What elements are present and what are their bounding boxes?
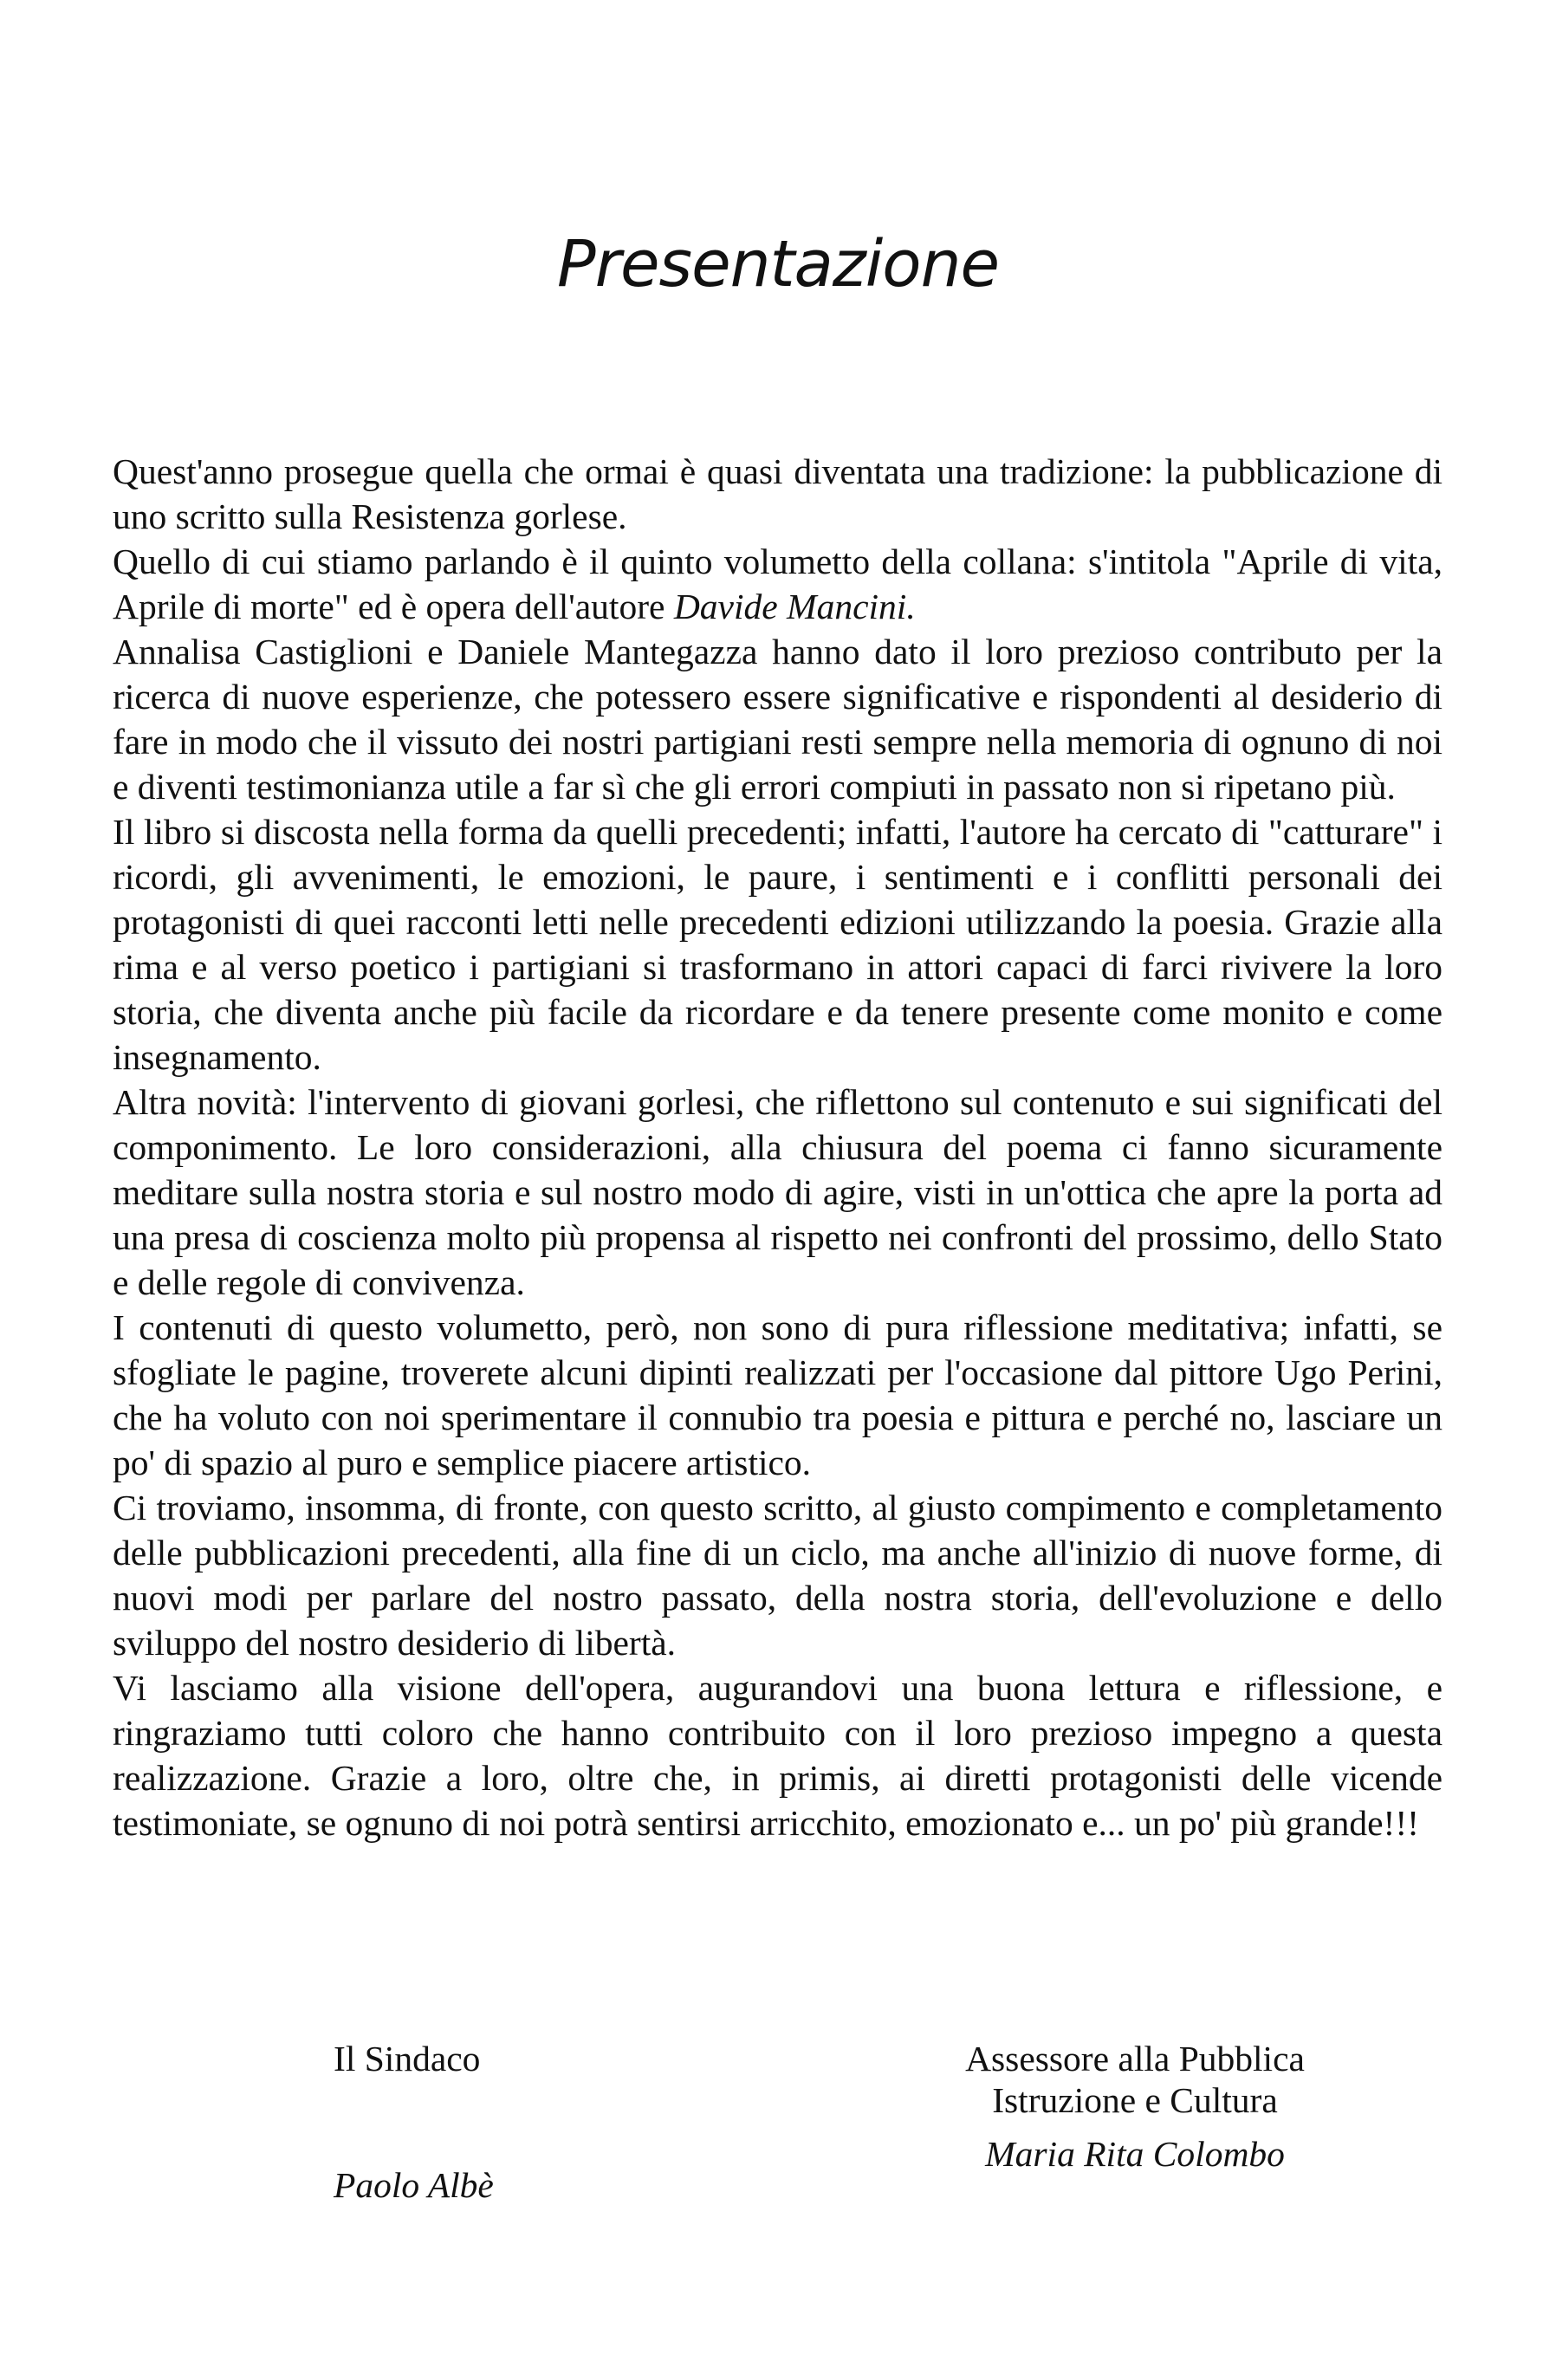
signature-councillor <box>892 2038 1378 2175</box>
paragraph-5: Altra novità: l'intervento di giovani gorlesi, che riflettono sul contenuto e sui significati del componimento. Le loro considerazioni, alla chiusura del poema ci fanno sicuramente meditare sulla nostra storia e sul nostro modo di agire, visti in un'ottica che apre la porta ad una presa di coscienza molto più propensa al rispetto nei confronti del prossimo, dello Stato e delle regole di convivenza. <box>113 1082 1443 1302</box>
paragraph-3: Annalisa Castiglioni e Daniele Mantegazza hanno dato il loro prezioso contributo per la ricerca di nuove esperienze, che potessero essere significative e rispondenti al desiderio di fare in modo che il vissuto dei nostri partigiani resti sempre nella memoria di ognuno di noi e diventi testimonianza utile a far sì che gli errori compiuti in passato non si ripetano più. <box>113 632 1443 807</box>
signature-mayor <box>334 2038 697 2206</box>
paragraph-8: Vi lasciamo alla visione dell'opera, augurandovi una buona lettura e riflessione, e ringraziamo tutti coloro che hanno contribuito con il loro prezioso impegno a questa realizzazione. Grazie a loro, oltre che, in primis, ai diretti protagonisti delle vicende testimoniate, se ognuno di noi potrà sentirsi arricchito, emozionato e... un po' più grande!!! <box>113 1668 1443 1843</box>
signature-councillor-role-line-1: Assessore alla Pubblica <box>965 2039 1305 2078</box>
paragraph-4: Il libro si discosta nella forma da quelli precedenti; infatti, l'autore ha cercato di "catturare" i ricordi, gli avvenimenti, le emozioni, le paure, i sentimenti e i conflitti personali dei protagonisti di quei racconti letti nelle precedenti edizioni utilizzando la poesia. Grazie alla rima e al verso poetico i partigiani si trasformano in attori capaci di farci rivivere la loro storia, che diventa anche più facile da ricordare e da tenere presente come monito e come insegnamento. <box>113 812 1443 1077</box>
page-title: Presentazione <box>556 227 1000 302</box>
signature-mayor-role: Il Sindaco <box>334 2039 481 2078</box>
paragraph-1: Quest'anno prosegue quella che ormai è quasi diventata una tradizione: la pubblicazione di uno scritto sulla Resistenza gorlese. <box>113 451 1443 536</box>
body-text <box>113 449 1443 1845</box>
paragraph-7: Ci troviamo, insomma, di fronte, con questo scritto, al giusto compimento e completamento delle pubblicazioni precedenti, alla fine di un ciclo, ma anche all'inizio di nuove forme, di nuovi modi per parlare del nostro passato, della nostra storia, dell'evoluzione e dello sviluppo del nostro desiderio di libertà. <box>113 1488 1443 1663</box>
signature-councillor-name: Maria Rita Colombo <box>985 2134 1285 2174</box>
signature-councillor-role-line-2: Istruzione e Cultura <box>992 2080 1278 2120</box>
paragraph-2-text: Quello di cui stiamo parlando è il quinto volumetto della collana: s'intitola "Aprile di vita, Aprile di morte" ed è opera dell'autore <box>113 541 1443 626</box>
paragraph-2 <box>113 539 1443 629</box>
signature-mayor-name: Paolo Albè <box>334 2165 494 2205</box>
paragraph-6: I contenuti di questo volumetto, però, non sono di pura riflessione meditativa; infatti, se sfogliate le pagine, troverete alcuni dipinti realizzati per l'occasione dal pittore Ugo Perini, che ha voluto con noi sperimentare il connubio tra poesia e pittura e perché no, lasciare un po' di spazio al puro e semplice piacere artistico. <box>113 1307 1443 1482</box>
author-name: Davide Mancini. <box>673 587 916 626</box>
